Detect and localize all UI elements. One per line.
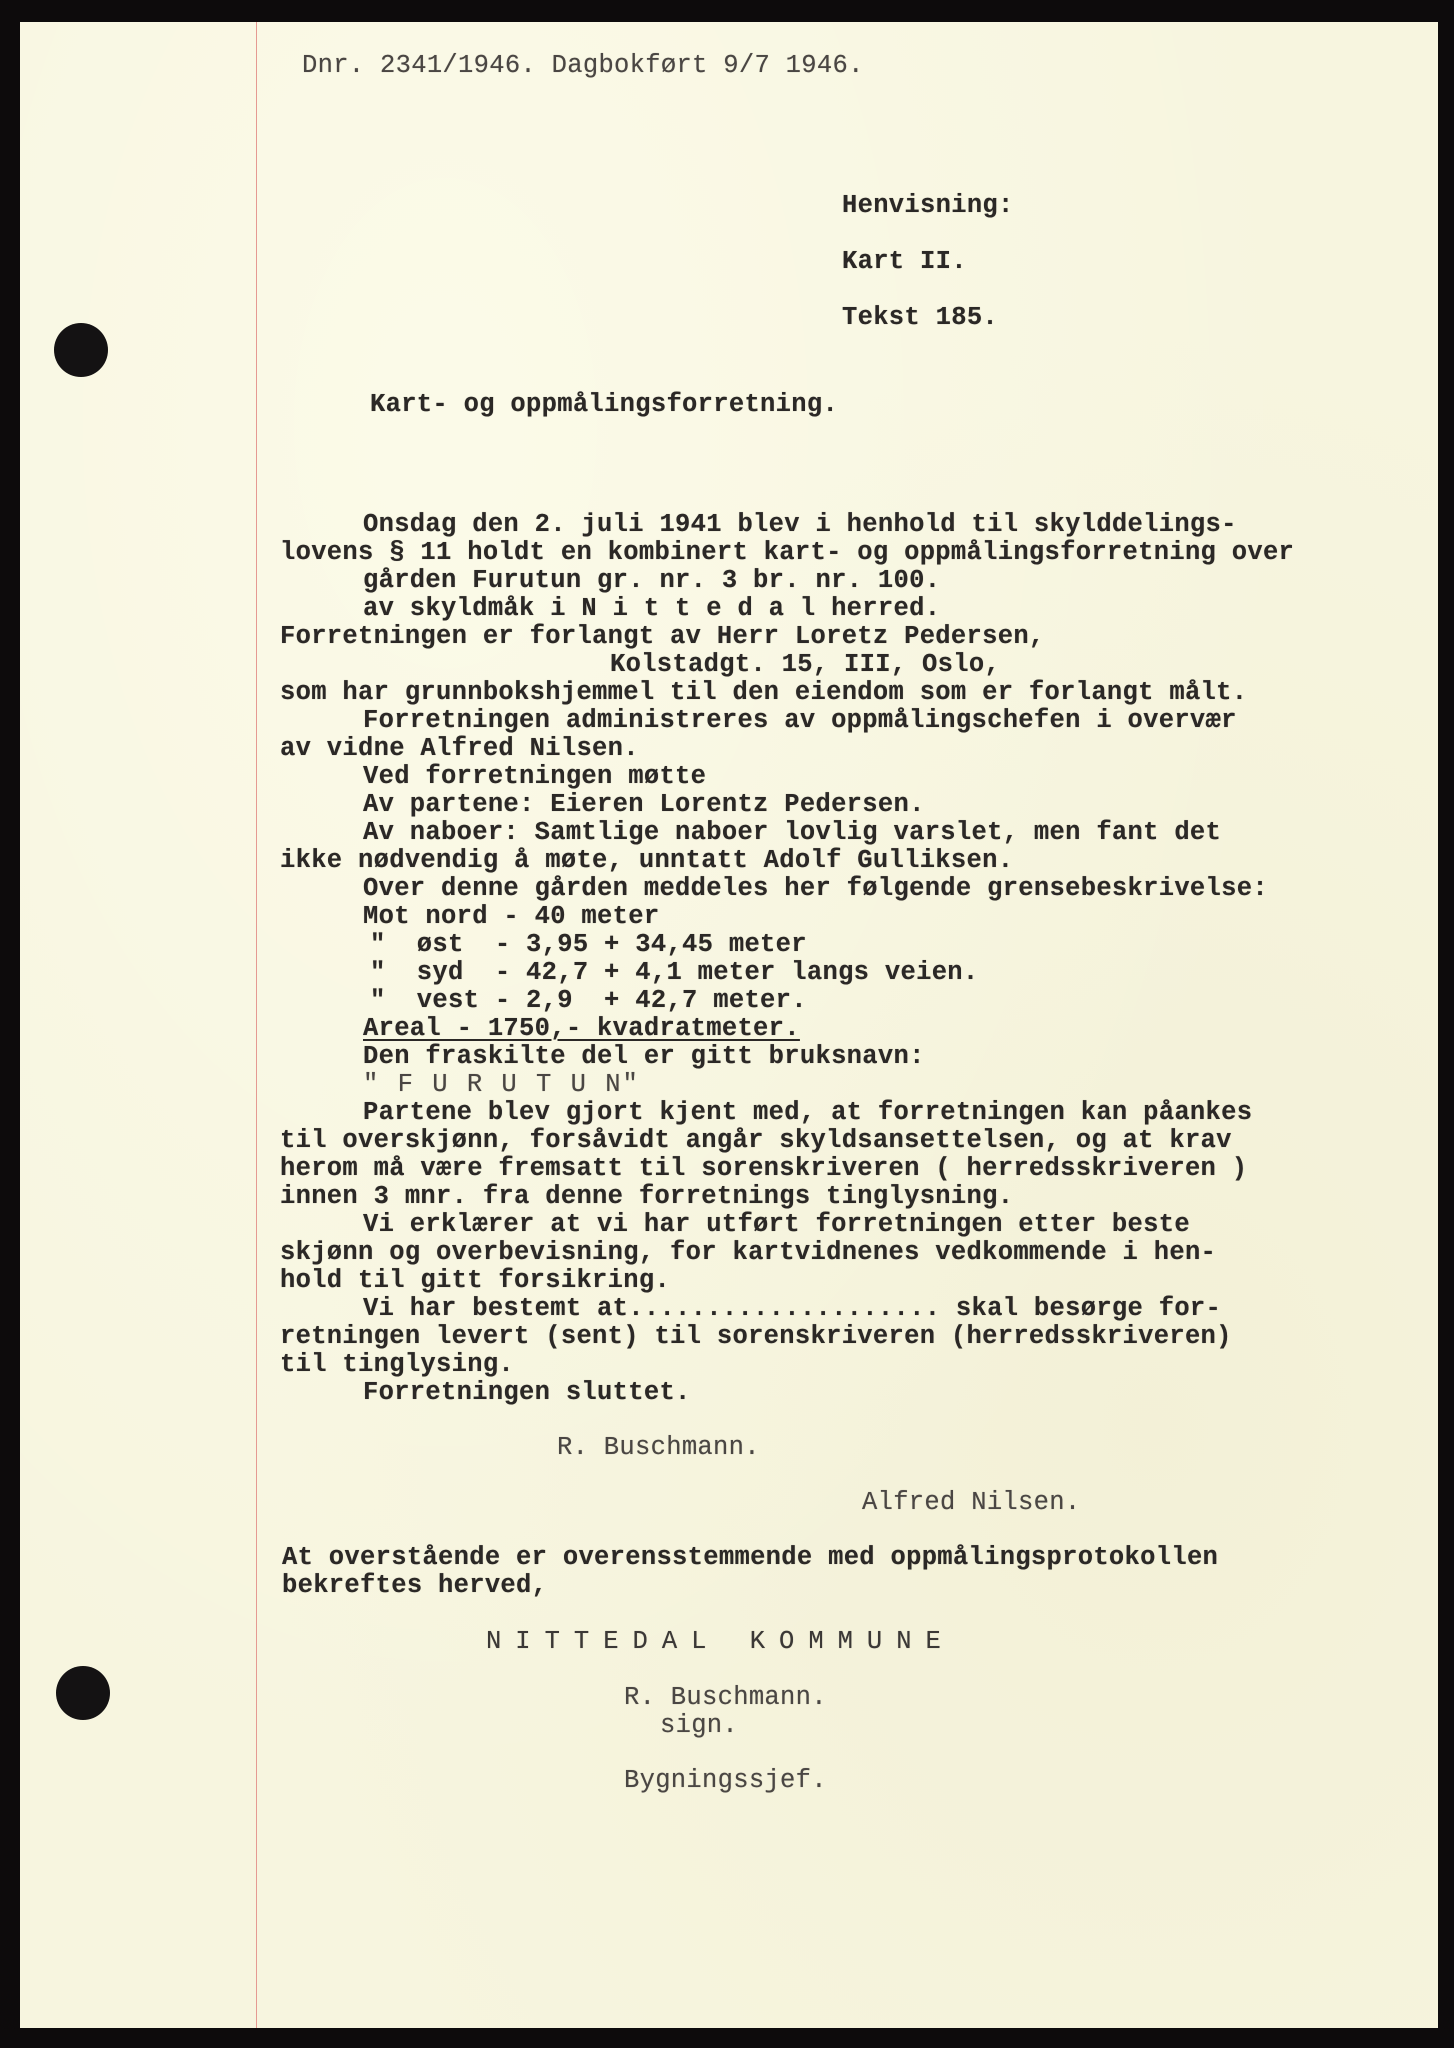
closing-line: til overskjønn, forsåvidt angår skyldsansettelsen, og at krav — [280, 1126, 1232, 1155]
reference-text: Tekst 185. — [842, 303, 999, 332]
body-line: lovens § 11 holdt en kombinert kart- og oppmålingsforretning over — [280, 538, 1295, 567]
punch-hole-bottom — [56, 1666, 110, 1720]
closing-line: til tinglysing. — [280, 1350, 515, 1379]
margin-line — [256, 22, 257, 2028]
document-title: Kart- og oppmålingsforretning. — [370, 390, 839, 419]
closing-line: hold til gitt forsikring. — [280, 1266, 671, 1295]
body-line: gården Furutun gr. nr. 3 br. nr. 100. — [363, 566, 941, 595]
final-signature-name: R. Buschmann. — [624, 1683, 827, 1712]
closing-line: Vi har bestemt at.................... skal besørge for- — [363, 1294, 1222, 1323]
body-line: ikke nødvendig å møte, unntatt Adolf Gulliksen. — [280, 846, 1014, 875]
certification-line: bekreftes herved, — [282, 1571, 548, 1600]
authority-name: NITTEDAL KOMMUNE — [486, 1627, 955, 1656]
body-line: av skyldmåk i N i t t e d a l herred. — [363, 594, 941, 623]
reference-map: Kart II. — [842, 247, 967, 276]
boundary-south: " syd - 42,7 + 4,1 meter langs veien. — [370, 958, 979, 987]
closing-line: Forretningen sluttet. — [363, 1378, 691, 1407]
body-line: Forretningen administreres av oppmålingschefen i overvær — [363, 706, 1237, 735]
journal-number: Dnr. 2341/1946. Dagbokført 9/7 1946. — [302, 51, 864, 80]
body-line: Onsdag den 2. juli 1941 blev i henhold til skylddelings- — [363, 510, 1237, 539]
body-line: Av naboer: Samtlige naboer lovlig varslet, men fant det — [363, 818, 1222, 847]
closing-line: Partene blev gjort kjent med, at forretningen kan påankes — [363, 1098, 1253, 1127]
body-line: Av partene: Eieren Lorentz Pedersen. — [363, 790, 925, 819]
punch-hole-top — [54, 323, 108, 377]
body-line: Over denne gården meddeles her følgende grensebeskrivelse: — [363, 874, 1268, 903]
body-line: Forretningen er forlangt av Herr Loretz Pedersen, — [280, 622, 1045, 651]
reference-label: Henvisning: — [842, 191, 1014, 220]
body-line: Ved forretningen møtte — [363, 762, 707, 791]
body-line-address: Kolstadgt. 15, III, Oslo, — [610, 650, 1001, 679]
closing-line: Vi erklærer at vi har utført forretningen etter beste — [363, 1210, 1190, 1239]
boundary-east: " øst - 3,95 + 34,45 meter — [370, 930, 807, 959]
closing-line: innen 3 mnr. fra denne forretnings tinglysning. — [280, 1182, 1014, 1211]
signature-nilsen: Alfred Nilsen. — [862, 1488, 1081, 1517]
closing-line: skjønn og overbevisning, for kartvidnenes vedkommende i hen- — [280, 1238, 1217, 1267]
signature-buschmann: R. Buschmann. — [557, 1433, 760, 1462]
body-line: som har grunnbokshjemmel til den eiendom som er forlangt målt. — [280, 678, 1248, 707]
closing-line: herom må være fremsatt til sorenskriveren ( herredsskriveren ) — [280, 1154, 1248, 1183]
final-signature-title: Bygningssjef. — [624, 1766, 827, 1795]
name-intro: Den fraskilte del er gitt bruksnavn: — [363, 1042, 925, 1071]
boundary-west: " vest - 2,9 + 42,7 meter. — [370, 986, 807, 1015]
closing-line: retningen levert (sent) til sorenskriveren (herredsskriveren) — [280, 1322, 1232, 1351]
boundary-north: Mot nord - 40 meter — [363, 902, 660, 931]
area-line: Areal - 1750,- kvadratmeter. — [363, 1014, 800, 1043]
farm-name: " F U R U T U N" — [363, 1070, 640, 1099]
certification-line: At overstående er overensstemmende med oppmålingsprotokollen — [282, 1543, 1219, 1572]
document-page — [20, 22, 1438, 2028]
final-signature-note: sign. — [660, 1711, 739, 1740]
body-line: av vidne Alfred Nilsen. — [280, 734, 639, 763]
